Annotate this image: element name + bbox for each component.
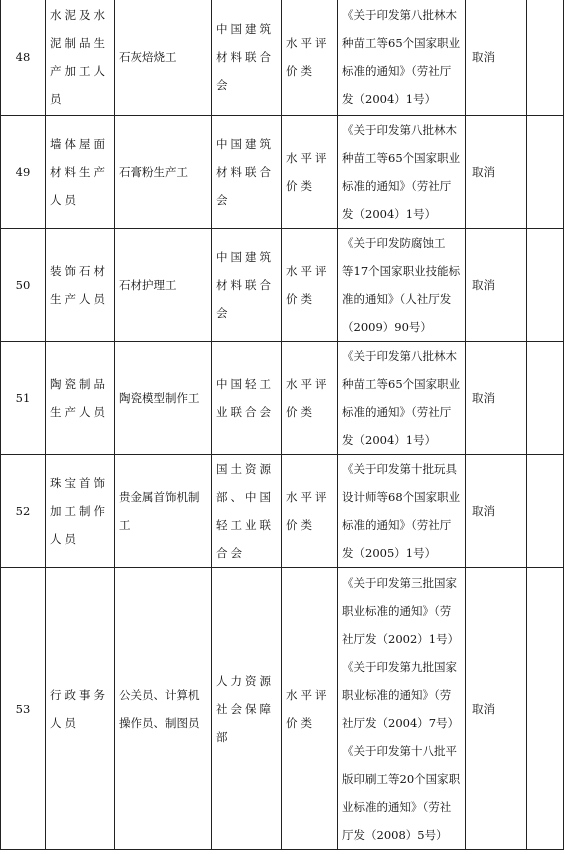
method-line: 水平评 xyxy=(286,264,330,278)
table-row xyxy=(1,568,564,850)
basis-line: 标准的通知》（劳社厅 xyxy=(342,405,452,419)
action-cell: 取消 xyxy=(466,568,527,850)
blank-cell xyxy=(527,455,564,568)
occupation-line: 操作员、制图员 xyxy=(119,715,200,730)
action-cell: 取消 xyxy=(466,342,527,455)
method-line: 价类 xyxy=(286,518,315,532)
basis-cell xyxy=(338,116,466,229)
occupation-line: 贵金属首饰机制 xyxy=(119,490,200,504)
method-line: 水平评 xyxy=(286,151,330,165)
table-row xyxy=(1,229,564,342)
occupation-line: 陶瓷模型制作工 xyxy=(119,391,200,405)
organization-cell xyxy=(212,229,282,342)
row-number: 48 xyxy=(1,0,46,116)
category-cell xyxy=(46,455,115,568)
basis-line: 厅发（2008）5号） xyxy=(342,827,448,842)
category-line: 加工制作 xyxy=(50,504,108,518)
blank-cell xyxy=(527,229,564,342)
category-line: 人员 xyxy=(50,715,79,730)
row-number: 49 xyxy=(1,116,46,229)
method-line: 价类 xyxy=(286,64,315,78)
organization-cell xyxy=(212,568,282,850)
organization-line: 材料联合 xyxy=(216,50,274,64)
occupation-line: 公关员、计算机 xyxy=(119,687,200,702)
organization-line: 中国轻工 xyxy=(216,377,274,391)
organization-line: 会 xyxy=(216,306,231,320)
row-number: 50 xyxy=(1,229,46,342)
organization-line: 中国建筑 xyxy=(216,22,274,36)
basis-line: 准的通知》（人社厅发 xyxy=(342,292,452,306)
action-cell: 取消 xyxy=(466,0,527,116)
occupation-cell xyxy=(115,116,212,229)
organization-line: 会 xyxy=(216,78,231,92)
table-row xyxy=(1,0,564,116)
table-body xyxy=(1,0,564,850)
organization-cell xyxy=(212,116,282,229)
occupation-line: 工 xyxy=(119,518,131,532)
basis-line: 标准的通知》（劳社厅 xyxy=(342,64,452,78)
basis-line: 种苗工等65个国家职业 xyxy=(342,377,461,391)
category-cell xyxy=(46,568,115,850)
occupation-cell xyxy=(115,0,212,116)
row-number: 52 xyxy=(1,455,46,568)
basis-line: 种苗工等65个国家职业 xyxy=(342,151,461,165)
method-line: 价类 xyxy=(286,715,315,730)
category-cell xyxy=(46,342,115,455)
basis-line: 职业标准的通知》（劳 xyxy=(342,687,452,702)
blank-cell xyxy=(527,0,564,116)
basis-line: 版印刷工等20个国家职 xyxy=(342,771,461,786)
method-line: 价类 xyxy=(286,179,315,193)
organization-line: 轻工业联 xyxy=(216,518,274,532)
row-number: 53 xyxy=(1,568,46,850)
category-cell xyxy=(46,0,115,116)
basis-line: 社厅发（2002）1号） xyxy=(342,631,460,646)
occupation-line: 石膏粉生产工 xyxy=(119,165,188,179)
blank-cell xyxy=(527,342,564,455)
method-cell xyxy=(282,568,338,850)
basis-line: 发（2004）1号） xyxy=(342,92,437,106)
basis-line: 《关于印发防腐蚀工 xyxy=(342,236,446,250)
basis-line: 职业标准的通知》（劳 xyxy=(342,603,452,618)
organization-cell xyxy=(212,0,282,116)
basis-line: 标准的通知》（劳社厅 xyxy=(342,179,452,193)
basis-line: 《关于印发第九批国家 xyxy=(342,659,457,674)
occupation-cell xyxy=(115,568,212,850)
blank-cell xyxy=(527,568,564,850)
category-line: 员 xyxy=(50,92,65,106)
category-line: 墙体屋面 xyxy=(50,137,108,151)
occupation-cell xyxy=(115,229,212,342)
method-cell xyxy=(282,229,338,342)
organization-line: 中国建筑 xyxy=(216,250,274,264)
basis-cell xyxy=(338,342,466,455)
organization-line: 材料联合 xyxy=(216,278,274,292)
method-line: 价类 xyxy=(286,405,315,419)
category-line: 生产人员 xyxy=(50,405,108,419)
basis-line: 《关于印发第十批玩具 xyxy=(342,462,457,476)
basis-cell xyxy=(338,568,466,850)
basis-line: 种苗工等65个国家职业 xyxy=(342,36,461,50)
method-line: 水平评 xyxy=(286,687,330,702)
basis-line: 《关于印发第八批林木 xyxy=(342,349,457,363)
organization-line: 材料联合 xyxy=(216,165,274,179)
organization-line: 合会 xyxy=(216,546,245,560)
basis-cell xyxy=(338,229,466,342)
basis-line: 标准的通知》（劳社厅 xyxy=(342,518,452,532)
organization-line: 部、中国 xyxy=(216,490,274,504)
row-number: 51 xyxy=(1,342,46,455)
category-line: 装饰石材 xyxy=(50,264,108,278)
basis-line: 《关于印发第八批林木 xyxy=(342,123,457,137)
basis-line: 发（2005）1号） xyxy=(342,546,437,560)
method-line: 水平评 xyxy=(286,490,330,504)
table-row xyxy=(1,342,564,455)
category-line: 陶瓷制品 xyxy=(50,377,108,391)
organization-cell xyxy=(212,455,282,568)
category-line: 产加工人 xyxy=(50,64,108,78)
organization-line: 会 xyxy=(216,193,231,207)
category-line: 珠宝首饰 xyxy=(50,476,108,490)
basis-line: 《关于印发第八批林木 xyxy=(342,8,457,22)
action-cell: 取消 xyxy=(466,116,527,229)
basis-cell xyxy=(338,0,466,116)
occupation-line: 石灰焙烧工 xyxy=(119,50,177,64)
basis-line: 《关于印发第十八批平 xyxy=(342,743,457,758)
category-line: 材料生产 xyxy=(50,165,108,179)
category-cell xyxy=(46,116,115,229)
method-cell xyxy=(282,116,338,229)
occupation-cell xyxy=(115,455,212,568)
occupation-line: 石材护理工 xyxy=(119,278,177,292)
basis-line: 等17个国家职业技能标 xyxy=(342,264,461,278)
method-cell xyxy=(282,0,338,116)
category-line: 水泥及水 xyxy=(50,8,108,22)
basis-line: 业标准的通知》（劳社 xyxy=(342,799,452,814)
occupation-cell xyxy=(115,342,212,455)
category-line: 人员 xyxy=(50,532,79,546)
organization-line: 社会保障 xyxy=(216,701,274,716)
table-row xyxy=(1,116,564,229)
basis-line: 设计师等68个国家职业 xyxy=(342,490,461,504)
organization-line: 业联合会 xyxy=(216,405,274,419)
basis-cell xyxy=(338,455,466,568)
category-line: 人员 xyxy=(50,193,79,207)
basis-line: （2009）90号） xyxy=(342,320,432,334)
basis-line: 《关于印发第三批国家 xyxy=(342,575,457,590)
action-cell: 取消 xyxy=(466,455,527,568)
blank-cell xyxy=(527,116,564,229)
method-cell xyxy=(282,455,338,568)
basis-line: 发（2004）1号） xyxy=(342,433,437,447)
table-row xyxy=(1,455,564,568)
method-line: 水平评 xyxy=(286,36,330,50)
action-cell: 取消 xyxy=(466,229,527,342)
category-cell xyxy=(46,229,115,342)
category-line: 生产人员 xyxy=(50,292,108,306)
category-line: 行政事务 xyxy=(50,687,108,702)
basis-line: 发（2004）1号） xyxy=(342,207,437,221)
organization-line: 中国建筑 xyxy=(216,137,274,151)
organization-line: 人力资源 xyxy=(216,673,274,688)
organization-line: 部 xyxy=(216,729,231,744)
method-line: 价类 xyxy=(286,292,315,306)
method-line: 水平评 xyxy=(286,377,330,391)
basis-line: 社厅发（2004）7号） xyxy=(342,715,460,730)
organization-cell xyxy=(212,342,282,455)
method-cell xyxy=(282,342,338,455)
organization-line: 国土资源 xyxy=(216,462,274,476)
category-line: 泥制品生 xyxy=(50,36,108,50)
